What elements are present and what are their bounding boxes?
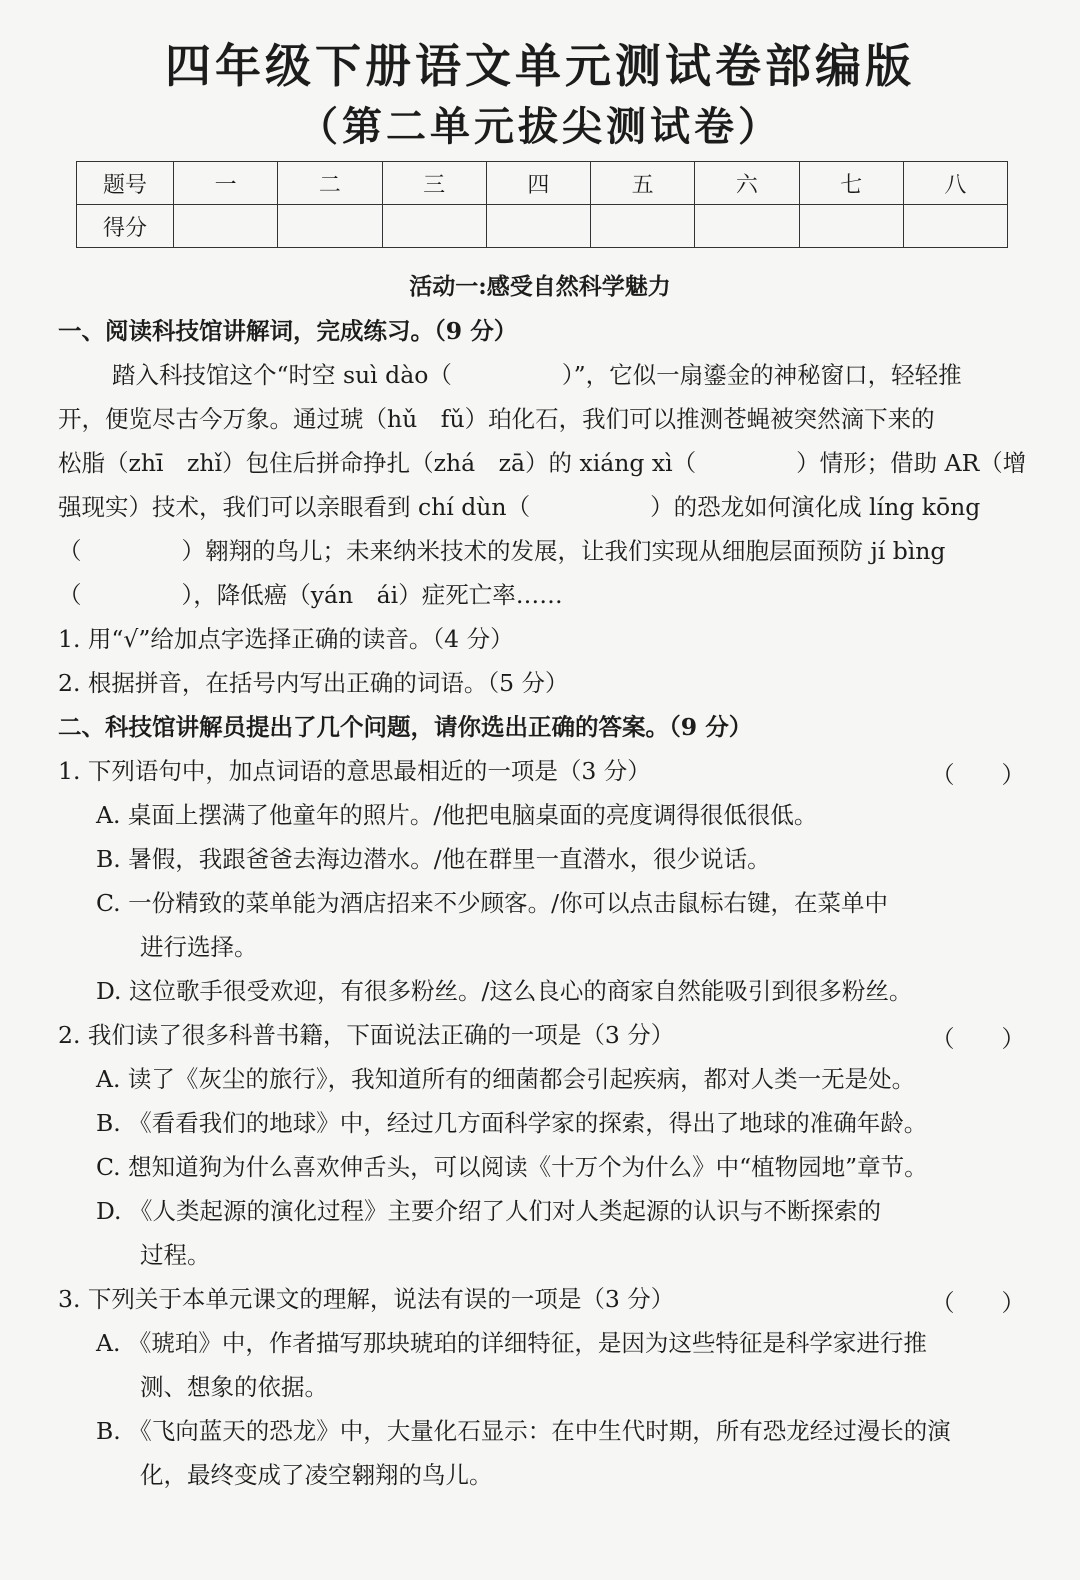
score-cell[interactable] xyxy=(903,205,1007,248)
score-table-col: 七 xyxy=(799,162,903,205)
passage-text: ）”，它似一扇鎏金的神秘窗口，轻轻推 xyxy=(561,361,962,389)
option-d: D. 《人类起源的演化过程》主要介绍了人们对人类起源的认识与不断探索的 xyxy=(96,1197,881,1225)
option-b: B. 《飞向蓝天的恐龙》中，大量化石显示：在中生代时期，所有恐龙经过漫长的演 xyxy=(96,1417,951,1445)
option-a: A. 读了《灰尘的旅行》，我知道所有的细菌都会引起疾病，都对人类一无是处。 xyxy=(96,1065,916,1093)
option-c-cont: 进行选择。 xyxy=(140,933,258,961)
answer-bracket[interactable]: （ ） xyxy=(931,1025,1025,1053)
passage-line xyxy=(58,448,1026,478)
score-table-label-score: 得分 xyxy=(77,205,174,248)
score-cell[interactable] xyxy=(382,205,486,248)
score-cell[interactable] xyxy=(799,205,903,248)
score-cell[interactable] xyxy=(695,205,799,248)
score-table-col: 三 xyxy=(382,162,486,205)
page-title: 四年级下册语文单元测试卷部编版 xyxy=(165,39,915,93)
score-table-col: 一 xyxy=(174,162,278,205)
passage-line xyxy=(112,360,962,390)
passage-text: （ xyxy=(58,581,82,609)
passage-line xyxy=(58,492,980,522)
passage-line xyxy=(58,580,563,610)
option-d-cont: 过程。 xyxy=(140,1241,211,1269)
question-stem: 1. 下列语句中，加点词语的意思最相近的一项是（3 分） xyxy=(58,757,651,785)
option-a-cont: 测、想象的依据。 xyxy=(140,1373,328,1401)
score-cell[interactable] xyxy=(278,205,382,248)
section2-heading: 二、科技馆讲解员提出了几个问题，请你选出正确的答案。（9 分） xyxy=(58,713,753,741)
option-b: B. 暑假，我跟爸爸去海边潜水。/他在群里一直潜水，很少说话。 xyxy=(96,845,771,873)
option-b-cont: 化，最终变成了凌空翱翔的鸟儿。 xyxy=(140,1461,493,1489)
score-cell[interactable] xyxy=(591,205,695,248)
passage-text: ），降低癌（yán ái）症死亡率…… xyxy=(181,581,563,609)
answer-bracket[interactable]: （ ） xyxy=(931,761,1025,789)
score-table-col: 八 xyxy=(903,162,1007,205)
section1-question-1: 1. 用“√”给加点字选择正确的读音。（4 分） xyxy=(58,625,514,653)
score-table-col: 五 xyxy=(591,162,695,205)
option-d: D. 这位歌手很受欢迎，有很多粉丝。/这么良心的商家自然能吸引到很多粉丝。 xyxy=(96,977,913,1005)
passage-text: 踏入科技馆这个“时空 suì dào（ xyxy=(112,361,452,389)
option-b: B. 《看看我们的地球》中，经过几方面科学家的探索，得出了地球的准确年龄。 xyxy=(96,1109,928,1137)
score-cell[interactable] xyxy=(486,205,590,248)
passage-text: ）的恐龙如何演化成 líng kōng xyxy=(650,493,981,521)
activity-heading: 活动一:感受自然科学魅力 xyxy=(409,273,671,300)
option-c: C. 想知道狗为什么喜欢伸舌头，可以阅读《十万个为什么》中“植物园地”章节。 xyxy=(96,1153,928,1181)
score-table-score-row xyxy=(77,205,1008,248)
answer-bracket[interactable]: （ ） xyxy=(931,1289,1025,1317)
score-table-col: 二 xyxy=(278,162,382,205)
option-a: A. 桌面上摆满了他童年的照片。/他把电脑桌面的亮度调得很低很低。 xyxy=(96,801,818,829)
option-a: A. 《琥珀》中，作者描写那块琥珀的详细特征，是因为这些特征是科学家进行推 xyxy=(96,1329,927,1357)
question-stem: 2. 我们读了很多科普书籍，下面说法正确的一项是（3 分） xyxy=(58,1021,675,1049)
passage-line: 开，便览尽古今万象。通过琥（hǔ fǔ）珀化石，我们可以推测苍蝇被突然滴下来的 xyxy=(58,405,935,433)
passage-text: 松脂（zhī zhǐ）包住后拼命挣扎（zhá zā）的 xiáng xì（ xyxy=(58,449,697,477)
passage-text: ）翱翔的鸟儿；未来纳米技术的发展，让我们实现从细胞层面预防 jí bìng xyxy=(181,537,946,565)
question-stem: 3. 下列关于本单元课文的理解，说法有误的一项是（3 分） xyxy=(58,1285,675,1313)
score-table-label-number: 题号 xyxy=(77,162,174,205)
passage-text: 强现实）技术，我们可以亲眼看到 chí dùn（ xyxy=(58,493,531,521)
score-table-header-row xyxy=(77,162,1008,205)
option-c: C. 一份精致的菜单能为酒店招来不少顾客。/你可以点击鼠标右键，在菜单中 xyxy=(96,889,888,917)
page-subtitle: （第二单元拔尖测试卷） xyxy=(298,103,782,150)
score-table-col: 四 xyxy=(486,162,590,205)
passage-text: （ xyxy=(58,537,82,565)
passage-line xyxy=(58,536,945,566)
section1-question-2: 2. 根据拼音，在括号内写出正确的词语。（5 分） xyxy=(58,669,569,697)
score-cell[interactable] xyxy=(174,205,278,248)
score-table xyxy=(76,161,1008,248)
section1-heading: 一、阅读科技馆讲解词，完成练习。（9 分） xyxy=(58,317,518,345)
score-table-col: 六 xyxy=(695,162,799,205)
passage-text: ）情形；借助 AR（增 xyxy=(796,449,1027,477)
